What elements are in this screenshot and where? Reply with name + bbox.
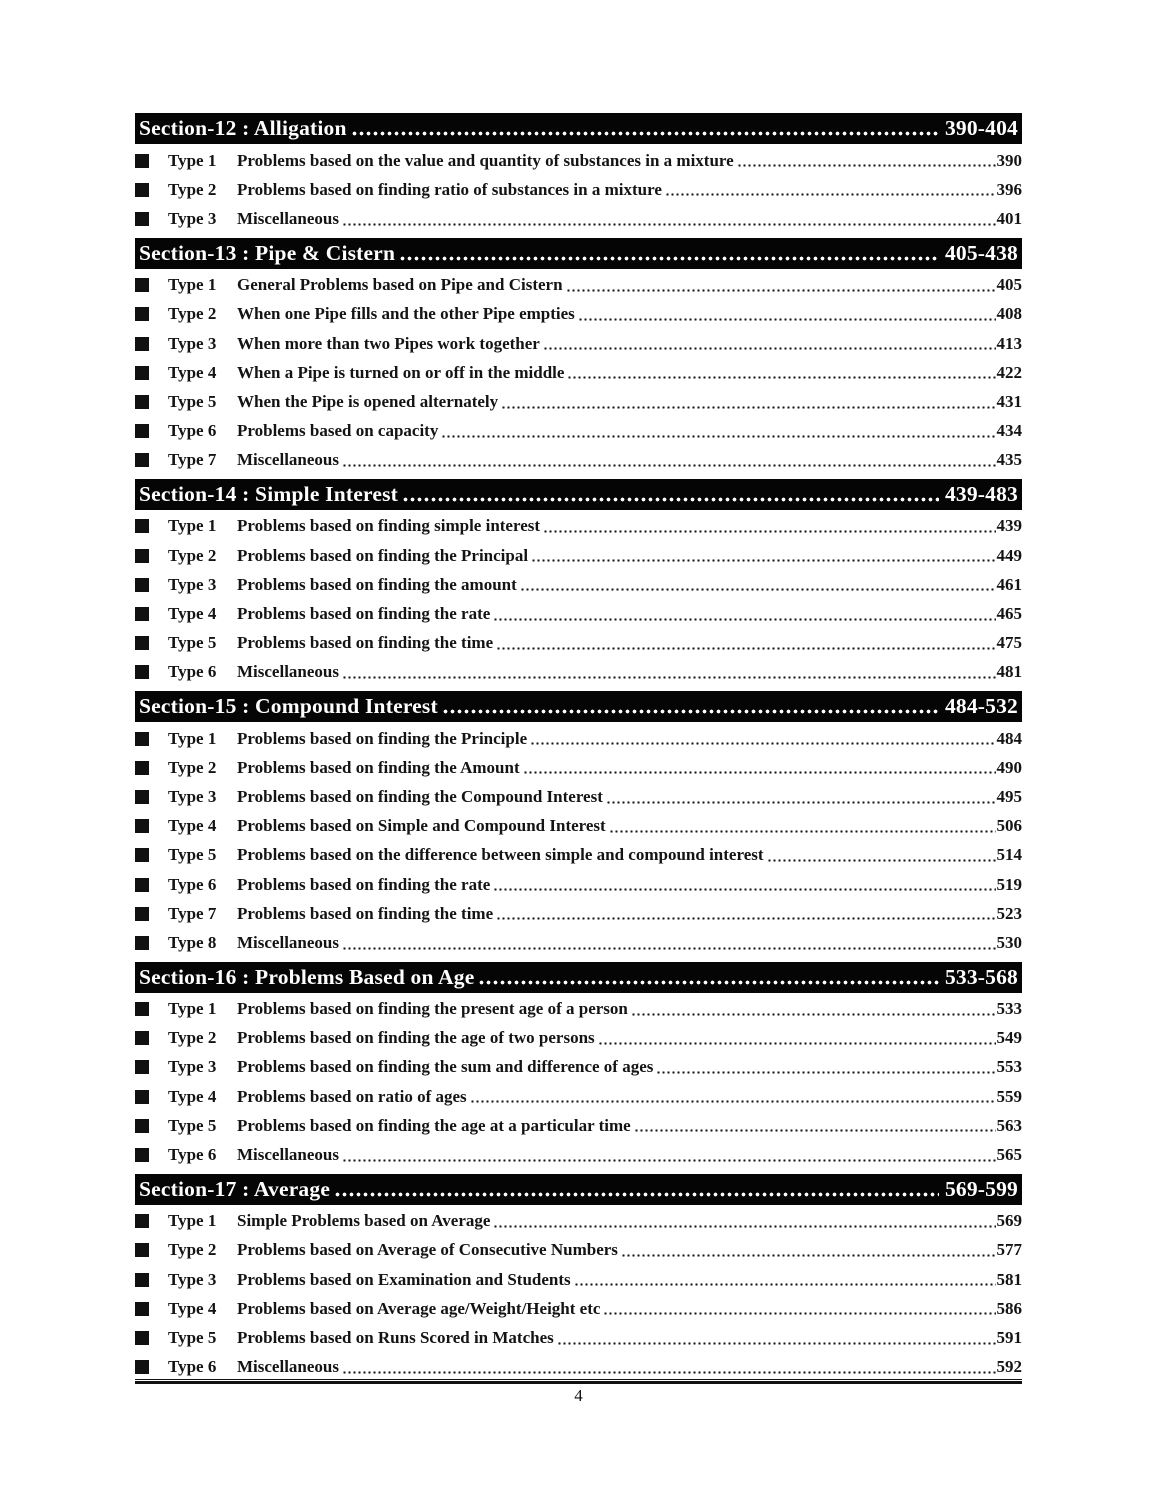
entry-leader-dots [578, 300, 996, 329]
section-page-range: 405-438 [944, 240, 1018, 265]
toc-entry [135, 1294, 1022, 1323]
entry-type-label: Type 5 [168, 391, 217, 411]
entry-title: Problems based on finding the age of two persons [237, 1028, 595, 1048]
entry-page-number: 530 [996, 932, 1022, 952]
entry-type-label: Type 6 [168, 1357, 217, 1377]
bullet-square-icon [135, 212, 149, 226]
bullet-square-icon [135, 1360, 149, 1374]
section-leader-dots [478, 962, 938, 993]
entry-leader-dots [543, 512, 995, 541]
entry-type-label: Type 6 [168, 662, 217, 682]
section-leader-dots [402, 479, 939, 510]
section-title: Section-14 : Simple Interest [139, 481, 398, 506]
toc-entry [135, 358, 1022, 387]
entry-page-number: 514 [996, 845, 1022, 865]
toc-entry [135, 1111, 1022, 1140]
entry-leader-dots [520, 570, 996, 599]
section-page-range: 390-404 [944, 116, 1018, 140]
entry-page-number: 533 [996, 999, 1022, 1019]
section-title: Section-17 : Average [139, 1176, 331, 1201]
section-header-bar [135, 962, 1022, 993]
entry-leader-dots [606, 782, 996, 811]
toc-entry [135, 782, 1022, 811]
toc-entry [135, 300, 1022, 329]
section-title: Section-16 : Problems Based on Age [139, 964, 475, 989]
bullet-square-icon [135, 1273, 149, 1287]
toc-section [135, 113, 1022, 234]
entry-type-label: Type 2 [168, 1240, 217, 1260]
entry-leader-dots [621, 1236, 996, 1265]
bullet-square-icon [135, 1119, 149, 1133]
entry-leader-dots [496, 899, 995, 928]
entry-title: Problems based on finding the Principle [237, 728, 528, 748]
bullet-square-icon [135, 732, 149, 746]
section-page-range: 569-599 [944, 1176, 1018, 1201]
toc-entry [135, 899, 1022, 928]
entry-leader-dots [342, 658, 996, 687]
entry-title: Problems based on finding the rate [237, 604, 491, 624]
entry-page-number: 519 [996, 874, 1022, 894]
entry-title: Problems based on the difference between simple and compound interest [237, 845, 764, 865]
entry-page-number: 475 [996, 633, 1022, 653]
footer-rule [135, 1379, 1022, 1384]
entry-leader-dots [767, 841, 996, 870]
bullet-square-icon [135, 395, 149, 409]
bullet-square-icon [135, 1002, 149, 1016]
section-page-range: 484-532 [944, 694, 1018, 718]
entry-title: When one Pipe fills and the other Pipe empties [237, 304, 575, 324]
entry-page-number: 413 [996, 333, 1022, 353]
toc-entry [135, 204, 1022, 233]
entry-type-label: Type 1 [168, 728, 217, 748]
entry-type-label: Type 2 [168, 179, 217, 199]
bullet-square-icon [135, 1031, 149, 1045]
entry-leader-dots [530, 724, 995, 753]
entry-title: Problems based on finding the Amount [237, 757, 520, 777]
toc-entry [135, 1353, 1022, 1382]
toc-entry [135, 146, 1022, 175]
toc-entry [135, 753, 1022, 782]
entry-page-number: 465 [996, 604, 1022, 624]
entry-leader-dots [493, 870, 995, 899]
entry-page-number: 569 [996, 1211, 1022, 1231]
toc-entry [135, 271, 1022, 300]
entry-page-number: 439 [996, 516, 1022, 536]
entry-type-label: Type 4 [168, 1298, 217, 1318]
toc-section [135, 238, 1022, 475]
section-leader-dots [399, 238, 939, 269]
entry-type-label: Type 1 [168, 516, 217, 536]
bullet-square-icon [135, 936, 149, 950]
section-page-range: 439-483 [944, 481, 1018, 506]
entry-type-label: Type 3 [168, 208, 217, 228]
entry-leader-dots [496, 629, 995, 658]
bullet-square-icon [135, 424, 149, 438]
toc-entry [135, 1082, 1022, 1111]
bullet-square-icon [135, 607, 149, 621]
entry-type-label: Type 5 [168, 1115, 217, 1135]
section-title: Section-13 : Pipe & Cistern [139, 240, 396, 265]
entry-type-label: Type 4 [168, 816, 217, 836]
entry-title: Problems based on finding the amount [237, 574, 517, 594]
entry-type-label: Type 1 [168, 150, 217, 170]
entry-leader-dots [631, 995, 996, 1024]
entry-leader-dots [656, 1053, 995, 1082]
entry-title: General Problems based on Pipe and Cistern [237, 275, 563, 295]
bullet-square-icon [135, 453, 149, 467]
entry-title: When more than two Pipes work together [237, 333, 540, 353]
entry-page-number: 431 [996, 391, 1022, 411]
entry-leader-dots [441, 417, 995, 446]
entry-page-number: 461 [996, 574, 1022, 594]
entry-title: Problems based on finding the Compound Interest [237, 786, 603, 806]
toc-entry [135, 629, 1022, 658]
entry-leader-dots [342, 446, 996, 475]
bullet-square-icon [135, 549, 149, 563]
entry-leader-dots [493, 599, 995, 628]
entry-page-number: 401 [996, 208, 1022, 228]
bullet-square-icon [135, 307, 149, 321]
entry-page-number: 422 [996, 362, 1022, 382]
entry-leader-dots [493, 1207, 995, 1236]
toc-entry [135, 1236, 1022, 1265]
entry-leader-dots [501, 387, 995, 416]
entry-page-number: 559 [996, 1086, 1022, 1106]
entry-type-label: Type 2 [168, 304, 217, 324]
entry-leader-dots [634, 1111, 996, 1140]
entry-page-number: 405 [996, 275, 1022, 295]
toc-entry [135, 599, 1022, 628]
entry-leader-dots [543, 329, 996, 358]
entry-page-number: 435 [996, 450, 1022, 470]
toc-entry [135, 928, 1022, 957]
bullet-square-icon [135, 278, 149, 292]
bullet-square-icon [135, 1331, 149, 1345]
entry-page-number: 484 [996, 728, 1022, 748]
entry-title: Problems based on finding simple interest [237, 516, 541, 536]
toc-entry [135, 995, 1022, 1024]
entry-title: Problems based on finding the age at a particular time [237, 1115, 631, 1135]
entry-type-label: Type 1 [168, 275, 217, 295]
entry-title: Problems based on Average age/Weight/Height etc [237, 1298, 601, 1318]
entry-title: Simple Problems based on Average [237, 1211, 491, 1231]
entry-page-number: 523 [996, 903, 1022, 923]
bullet-square-icon [135, 790, 149, 804]
entry-page-number: 490 [996, 757, 1022, 777]
section-header-bar [135, 113, 1022, 144]
entry-type-label: Type 3 [168, 574, 217, 594]
bullet-square-icon [135, 1214, 149, 1228]
entry-type-label: Type 2 [168, 545, 217, 565]
toc-entry [135, 1053, 1022, 1082]
entry-leader-dots [574, 1265, 996, 1294]
entry-leader-dots [470, 1082, 996, 1111]
entry-type-label: Type 8 [168, 932, 217, 952]
entry-title: Miscellaneous [237, 662, 339, 682]
bullet-square-icon [135, 578, 149, 592]
entry-title: Problems based on finding the sum and difference of ages [237, 1057, 654, 1077]
entry-type-label: Type 3 [168, 786, 217, 806]
entry-title: Problems based on finding the Principal [237, 545, 529, 565]
entry-type-label: Type 4 [168, 604, 217, 624]
bullet-square-icon [135, 366, 149, 380]
entry-page-number: 586 [996, 1298, 1022, 1318]
entry-type-label: Type 7 [168, 450, 217, 470]
entry-title: Problems based on ratio of ages [237, 1086, 467, 1106]
entry-type-label: Type 3 [168, 1057, 217, 1077]
entry-page-number: 591 [996, 1327, 1022, 1347]
bullet-square-icon [135, 665, 149, 679]
toc-section [135, 479, 1022, 687]
entry-type-label: Type 6 [168, 874, 217, 894]
entry-page-number: 434 [996, 421, 1022, 441]
toc-entry [135, 1265, 1022, 1294]
entry-title: Problems based on Average of Consecutive Numbers [237, 1240, 618, 1260]
toc-content [135, 113, 1022, 1382]
entry-title: Problems based on Simple and Compound Interest [237, 816, 606, 836]
bullet-square-icon [135, 1090, 149, 1104]
toc-entry [135, 658, 1022, 687]
toc-entry [135, 812, 1022, 841]
entry-title: Miscellaneous [237, 1145, 339, 1165]
entry-title: When the Pipe is opened alternately [237, 391, 499, 411]
toc-entry [135, 387, 1022, 416]
entry-type-label: Type 3 [168, 333, 217, 353]
entry-type-label: Type 2 [168, 757, 217, 777]
entry-title: Miscellaneous [237, 932, 339, 952]
entry-page-number: 563 [996, 1115, 1022, 1135]
entry-page-number: 390 [996, 150, 1022, 170]
entry-title: Problems based on capacity [237, 421, 439, 441]
toc-section [135, 691, 1022, 958]
entry-page-number: 396 [996, 179, 1022, 199]
entry-leader-dots [567, 358, 995, 387]
toc-entry [135, 724, 1022, 753]
entry-type-label: Type 2 [168, 1028, 217, 1048]
entry-title: Problems based on Runs Scored in Matches [237, 1327, 554, 1347]
entry-type-label: Type 1 [168, 1211, 217, 1231]
entry-title: Problems based on finding the present age of a person [237, 999, 628, 1019]
toc-entry [135, 570, 1022, 599]
toc-entry [135, 446, 1022, 475]
section-leader-dots [334, 1174, 939, 1205]
toc-entry [135, 417, 1022, 446]
section-title: Section-15 : Compound Interest [139, 694, 438, 718]
entry-type-label: Type 4 [168, 1086, 217, 1106]
section-leader-dots [442, 691, 939, 722]
toc-entry [135, 1024, 1022, 1053]
entry-title: Problems based on finding the time [237, 633, 494, 653]
entry-title: Problems based on finding ratio of substances in a mixture [237, 179, 662, 199]
entry-leader-dots [523, 753, 996, 782]
toc-entry [135, 175, 1022, 204]
entry-title: Problems based on the value and quantity of substances in a mixture [237, 150, 734, 170]
entry-leader-dots [737, 146, 996, 175]
toc-section [135, 962, 1022, 1170]
bullet-square-icon [135, 878, 149, 892]
section-header-bar [135, 691, 1022, 722]
entry-type-label: Type 7 [168, 903, 217, 923]
bullet-square-icon [135, 1148, 149, 1162]
entry-leader-dots [342, 928, 996, 957]
entry-type-label: Type 5 [168, 1327, 217, 1347]
toc-entry [135, 1207, 1022, 1236]
entry-leader-dots [557, 1323, 996, 1352]
bullet-square-icon [135, 636, 149, 650]
entry-title: Problems based on Examination and Students [237, 1269, 571, 1289]
bullet-square-icon [135, 154, 149, 168]
entry-page-number: 577 [996, 1240, 1022, 1260]
section-header-bar [135, 238, 1022, 269]
entry-leader-dots [566, 271, 996, 300]
toc-entry [135, 512, 1022, 541]
entry-type-label: Type 6 [168, 1145, 217, 1165]
entry-leader-dots [531, 541, 995, 570]
entry-leader-dots [609, 812, 996, 841]
entry-page-number: 449 [996, 545, 1022, 565]
bullet-square-icon [135, 848, 149, 862]
bullet-square-icon [135, 183, 149, 197]
entry-page-number: 495 [996, 786, 1022, 806]
entry-page-number: 549 [996, 1028, 1022, 1048]
section-header-bar [135, 1174, 1022, 1205]
bullet-square-icon [135, 907, 149, 921]
section-leader-dots [351, 113, 939, 144]
entry-leader-dots [665, 175, 996, 204]
bullet-square-icon [135, 337, 149, 351]
entry-type-label: Type 4 [168, 362, 217, 382]
entry-type-label: Type 6 [168, 421, 217, 441]
entry-title: Problems based on finding the time [237, 903, 494, 923]
entry-type-label: Type 5 [168, 633, 217, 653]
page-footer [135, 1379, 1022, 1406]
entry-page-number: 592 [996, 1357, 1022, 1377]
entry-page-number: 565 [996, 1145, 1022, 1165]
entry-type-label: Type 1 [168, 999, 217, 1019]
bullet-square-icon [135, 1243, 149, 1257]
toc-entry [135, 1323, 1022, 1352]
entry-type-label: Type 3 [168, 1269, 217, 1289]
section-page-range: 533-568 [944, 964, 1018, 989]
entry-leader-dots [342, 1353, 996, 1382]
entry-page-number: 506 [996, 816, 1022, 836]
toc-entry [135, 541, 1022, 570]
entry-title: Problems based on finding the rate [237, 874, 491, 894]
section-header-bar [135, 479, 1022, 510]
entry-title: Miscellaneous [237, 1357, 339, 1377]
entry-type-label: Type 5 [168, 845, 217, 865]
entry-title: Miscellaneous [237, 208, 339, 228]
entry-leader-dots [598, 1024, 996, 1053]
toc-entry [135, 329, 1022, 358]
entry-page-number: 408 [996, 304, 1022, 324]
entry-page-number: 553 [996, 1057, 1022, 1077]
page-number: 4 [574, 1386, 583, 1405]
bullet-square-icon [135, 761, 149, 775]
section-title: Section-12 : Alligation [139, 116, 347, 140]
entry-title: Miscellaneous [237, 450, 339, 470]
toc-entry [135, 841, 1022, 870]
entry-leader-dots [603, 1294, 995, 1323]
toc-entry [135, 1140, 1022, 1169]
bullet-square-icon [135, 1060, 149, 1074]
bullet-square-icon [135, 819, 149, 833]
toc-section [135, 1174, 1022, 1382]
toc-entry [135, 870, 1022, 899]
entry-page-number: 581 [996, 1269, 1022, 1289]
bullet-square-icon [135, 1302, 149, 1316]
entry-page-number: 481 [996, 662, 1022, 682]
entry-leader-dots [342, 1140, 996, 1169]
entry-title: When a Pipe is turned on or off in the middle [237, 362, 565, 382]
entry-leader-dots [342, 204, 996, 233]
bullet-square-icon [135, 519, 149, 533]
